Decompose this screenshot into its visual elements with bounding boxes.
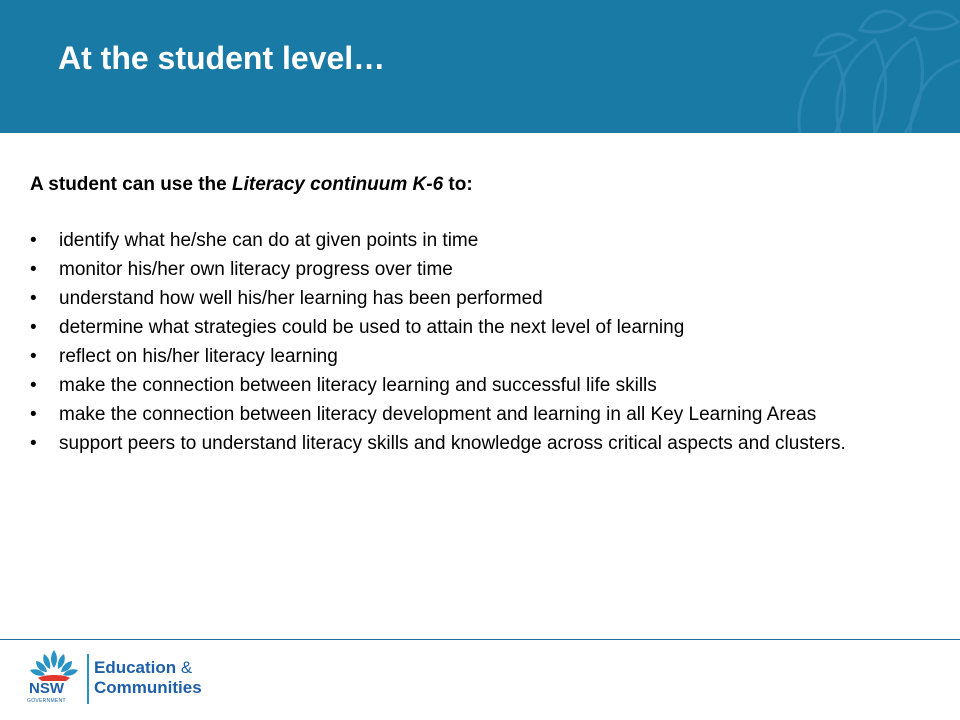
logo-government-text: GOVERNMENT — [27, 698, 66, 704]
logo-line2: Communities — [94, 678, 202, 697]
intro-before: A student can use the — [30, 174, 232, 195]
bullet-item — [30, 313, 930, 342]
slide-header — [0, 0, 960, 133]
bullet-list — [30, 226, 930, 458]
nsw-education-logo — [26, 648, 226, 708]
intro-text — [30, 170, 930, 199]
bullet-item — [30, 284, 930, 313]
bullet-text: make the connection between literacy development and learning in all Key Learning Areas — [59, 404, 817, 425]
bullet-item — [30, 255, 930, 284]
bullet-item — [30, 429, 930, 458]
intro-emphasis: Literacy continuum K-6 — [232, 174, 444, 195]
logo-wordmark — [94, 658, 202, 698]
intro-after: to: — [443, 174, 473, 195]
bullet-text: determine what strategies could be used to attain the next level of learning — [59, 317, 685, 338]
bullet-item — [30, 342, 930, 371]
bullet-text: monitor his/her own literacy progress over time — [59, 259, 453, 280]
bullet-marker: • — [30, 433, 37, 454]
bullet-text: reflect on his/her literacy learning — [59, 346, 338, 367]
bullet-item — [30, 400, 930, 429]
bullet-marker: • — [30, 230, 37, 251]
bullet-item — [30, 226, 930, 255]
bullet-text: make the connection between literacy learning and successful life skills — [59, 375, 657, 396]
logo-amp: & — [180, 658, 193, 677]
bullet-marker: • — [30, 317, 37, 338]
logo-state-text: NSW — [29, 680, 64, 697]
bullet-marker: • — [30, 404, 37, 425]
bullet-marker: • — [30, 288, 37, 309]
bullet-marker: • — [30, 375, 37, 396]
bullet-marker: • — [30, 259, 37, 280]
slide-title: At the student level… — [58, 40, 386, 76]
waratah-watermark-icon — [630, 0, 960, 133]
bullet-text: support peers to understand literacy skills and knowledge across critical aspects and clusters. — [59, 433, 846, 454]
bullet-text: understand how well his/her learning has been performed — [59, 288, 543, 309]
slide-body — [30, 170, 930, 458]
bullet-text: identify what he/she can do at given points in time — [59, 230, 479, 251]
bullet-item — [30, 371, 930, 400]
logo-divider — [87, 654, 89, 704]
logo-line1: Education — [94, 658, 177, 677]
footer-divider — [0, 639, 960, 640]
bullet-marker: • — [30, 346, 37, 367]
